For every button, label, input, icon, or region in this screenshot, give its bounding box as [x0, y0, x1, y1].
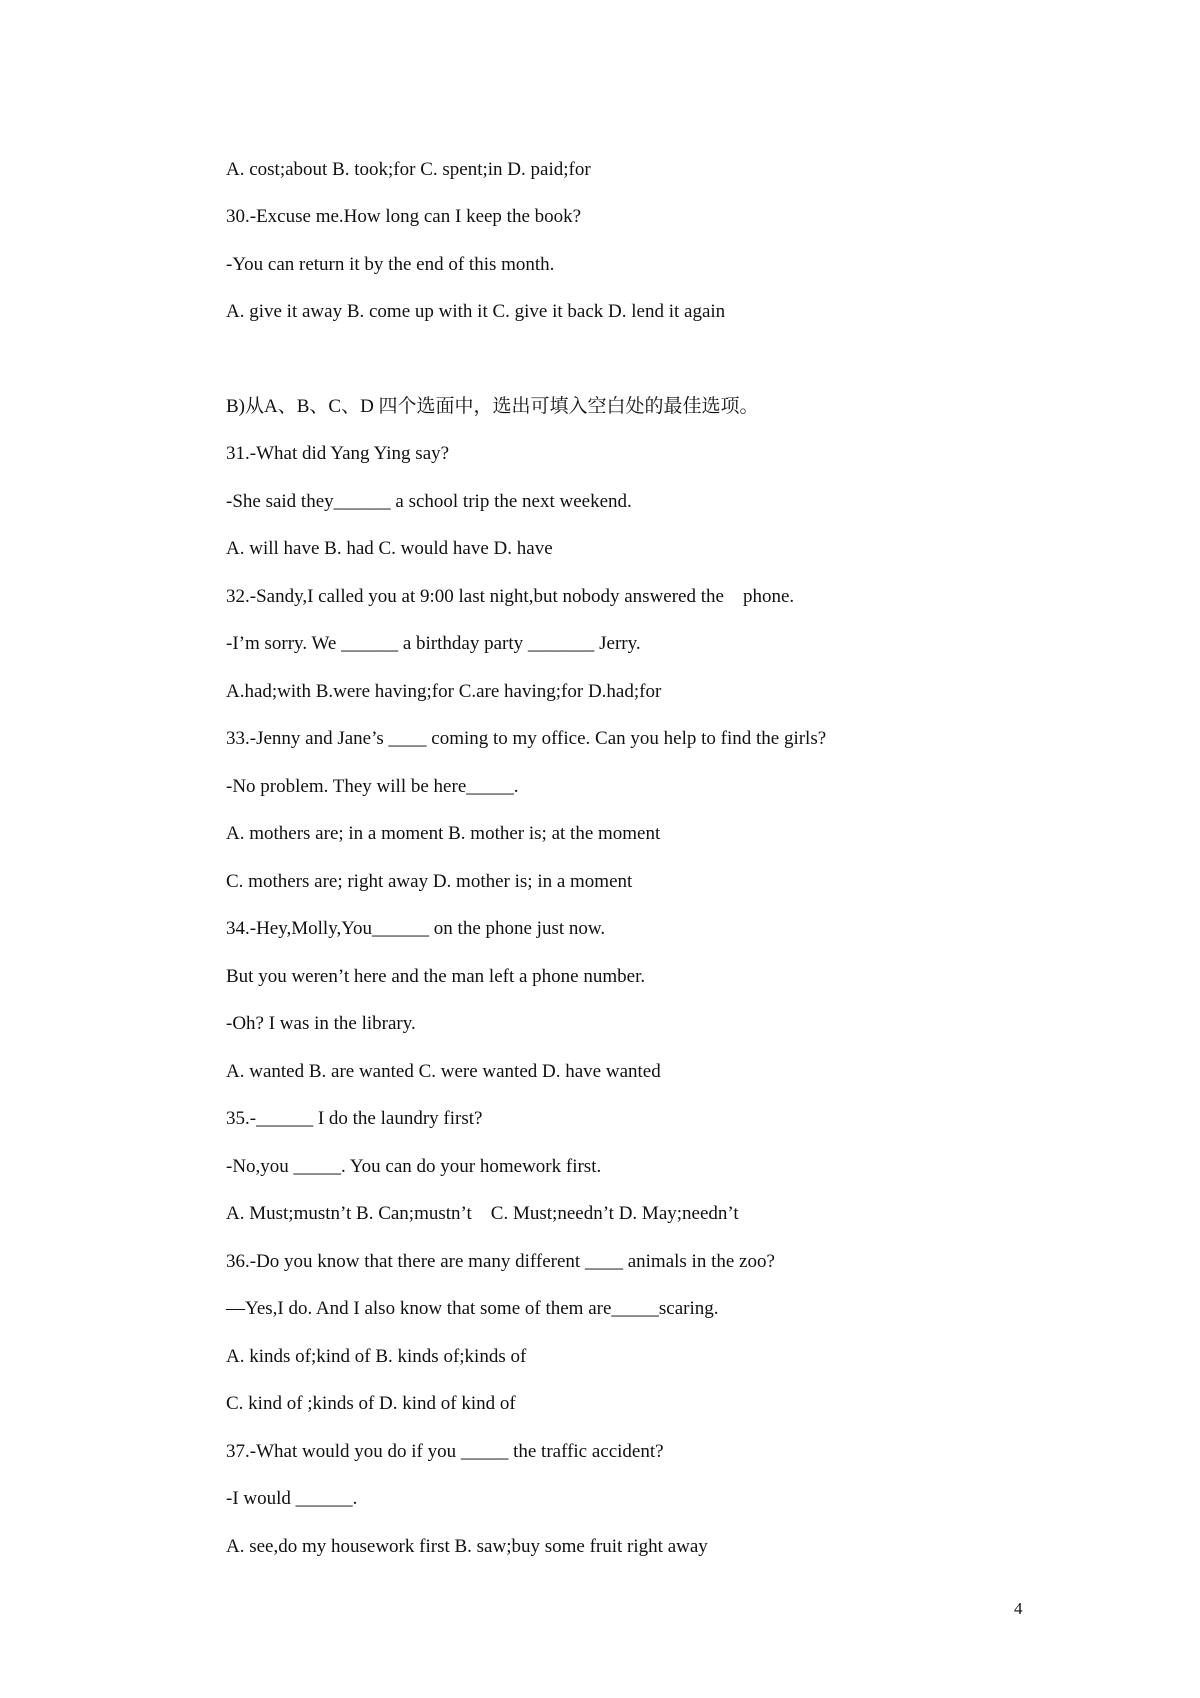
option-line-q35: A. Must;mustn’t B. Can;mustn’t C. Must;needn’t D. May;needn’t: [226, 1203, 739, 1224]
answer-line-q32: -I’m sorry. We ______ a birthday party _______ Jerry.: [226, 633, 641, 654]
answer-line-q33: -No problem. They will be here_____.: [226, 776, 519, 797]
question-30: 30.-Excuse me.How long can I keep the book?: [226, 206, 582, 227]
answer-line-q35: -No,you _____. You can do your homework first.: [226, 1156, 602, 1177]
question-34: 34.-Hey,Molly,You______ on the phone just now.: [226, 918, 606, 939]
option-line-q36-ab: A. kinds of;kind of B. kinds of;kinds of: [226, 1346, 527, 1367]
answer-line-q30: -You can return it by the end of this month.: [226, 254, 555, 275]
question-37: 37.-What would you do if you _____ the traffic accident?: [226, 1441, 664, 1462]
question-32: 32.-Sandy,I called you at 9:00 last night,but nobody answered the phone.: [226, 586, 795, 607]
option-line-q30: A. give it away B. come up with it C. give it back D. lend it again: [226, 301, 726, 322]
question-36: 36.-Do you know that there are many different ____ animals in the zoo?: [226, 1251, 775, 1272]
option-line-q32: A.had;with B.were having;for C.are having;for D.had;for: [226, 681, 662, 702]
answer-line-q37: -I would ______.: [226, 1488, 358, 1509]
question-35: 35.-______ I do the laundry first?: [226, 1108, 483, 1129]
option-line-q33-cd: C. mothers are; right away D. mother is; in a moment: [226, 871, 633, 892]
section-b-instruction: B)从A、B、C、D 四个选面中，选出可填入空白处的最佳选项。: [226, 396, 759, 417]
option-line-q29: A. cost;about B. took;for C. spent;in D. paid;for: [226, 159, 591, 180]
page-number: 4: [1014, 1599, 1023, 1618]
answer-line-q31: -She said they______ a school trip the next weekend.: [226, 491, 632, 512]
question-34-continued: But you weren’t here and the man left a phone number.: [226, 966, 646, 987]
question-31: 31.-What did Yang Ying say?: [226, 443, 450, 464]
answer-line-q36: —Yes,I do. And I also know that some of them are_____scaring.: [226, 1298, 719, 1319]
option-line-q37: A. see,do my housework first B. saw;buy some fruit right away: [226, 1536, 708, 1557]
question-33: 33.-Jenny and Jane’s ____ coming to my office. Can you help to find the girls?: [226, 728, 827, 749]
option-line-q31: A. will have B. had C. would have D. have: [226, 538, 553, 559]
option-line-q33-ab: A. mothers are; in a moment B. mother is; at the moment: [226, 823, 661, 844]
option-line-q34: A. wanted B. are wanted C. were wanted D. have wanted: [226, 1061, 661, 1082]
answer-line-q34: -Oh? I was in the library.: [226, 1013, 416, 1034]
option-line-q36-cd: C. kind of ;kinds of D. kind of kind of: [226, 1393, 516, 1414]
